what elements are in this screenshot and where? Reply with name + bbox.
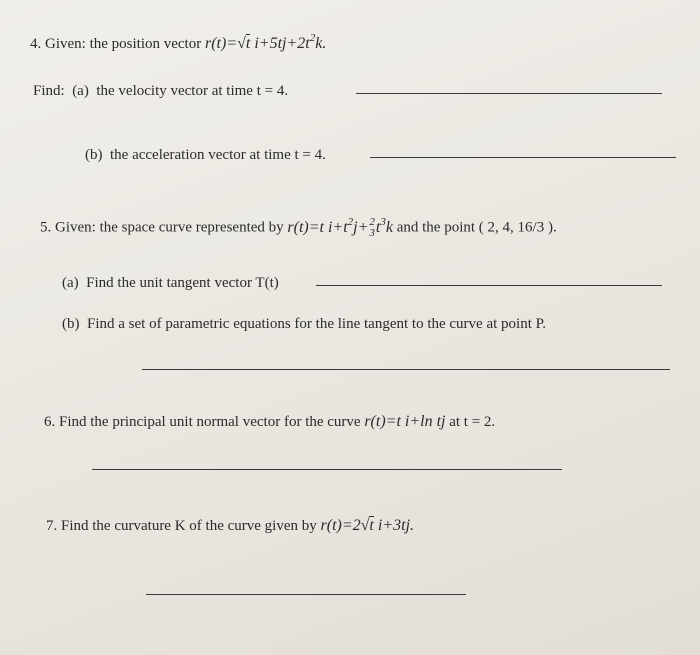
q6-condition: at t = 2. xyxy=(449,414,496,430)
q5-number: 5. xyxy=(40,219,52,236)
q7-line xyxy=(46,516,414,536)
q5-given-label: Given: xyxy=(55,219,96,236)
q4-equation: r(t)=√t $i+5tj+2t^2k$. xyxy=(204,32,327,52)
q5-b-answer-blank[interactable] xyxy=(142,369,670,370)
q5-a-line xyxy=(62,273,279,293)
q5-b-line xyxy=(62,314,546,334)
q4-given-label: Given: xyxy=(45,36,86,52)
q5-given-line xyxy=(40,217,557,239)
q7-number: 7. xyxy=(46,518,58,534)
q4-b-text: the acceleration vector at time t = 4. xyxy=(110,147,326,163)
q5-a-answer-blank[interactable] xyxy=(316,285,662,286)
q4-given-line xyxy=(30,34,326,54)
q4-given-text: the position vector xyxy=(89,36,202,52)
q4-b-line xyxy=(85,145,326,165)
q4-find-label: Find: xyxy=(33,83,65,99)
q4-find-a-line xyxy=(33,81,288,101)
q5-b-label: (b) xyxy=(62,316,80,332)
q5-given-text: the space curve represented by xyxy=(99,219,284,236)
q5-a-text: Find the unit tangent vector T(t) xyxy=(86,275,279,291)
q6-line xyxy=(44,412,495,432)
q6-equation: r(t)=t i+ln tj xyxy=(364,413,446,430)
q4-number: 4. xyxy=(30,36,42,52)
q5-a-label: (a) xyxy=(62,275,79,291)
q4-b-answer-blank[interactable] xyxy=(370,157,676,158)
q7-answer-blank[interactable] xyxy=(146,594,466,595)
q6-number: 6. xyxy=(44,414,56,430)
q4-a-answer-blank[interactable] xyxy=(356,93,662,94)
q4-a-text: the velocity vector at time t = 4. xyxy=(96,83,289,99)
q4-b-label: (b) xyxy=(85,147,103,163)
q4-a-label: (a) xyxy=(72,83,89,99)
q5-equation: r(t)=t $i+t^2j+$ 2 3 $t^3k$ xyxy=(287,215,393,239)
q7-equation: r(t)=2√t i+3tj. xyxy=(320,517,415,534)
q5-b-text: Find a set of parametric equations for the line tangent to the curve at point P. xyxy=(87,316,547,332)
q7-text: Find the curvature K of the curve given by xyxy=(61,518,317,534)
q6-text: Find the principal unit normal vector for the curve xyxy=(59,414,361,430)
q5-point-text: and the point ( 2, 4, 16/3 ). xyxy=(396,219,557,236)
q6-answer-blank[interactable] xyxy=(92,469,562,470)
